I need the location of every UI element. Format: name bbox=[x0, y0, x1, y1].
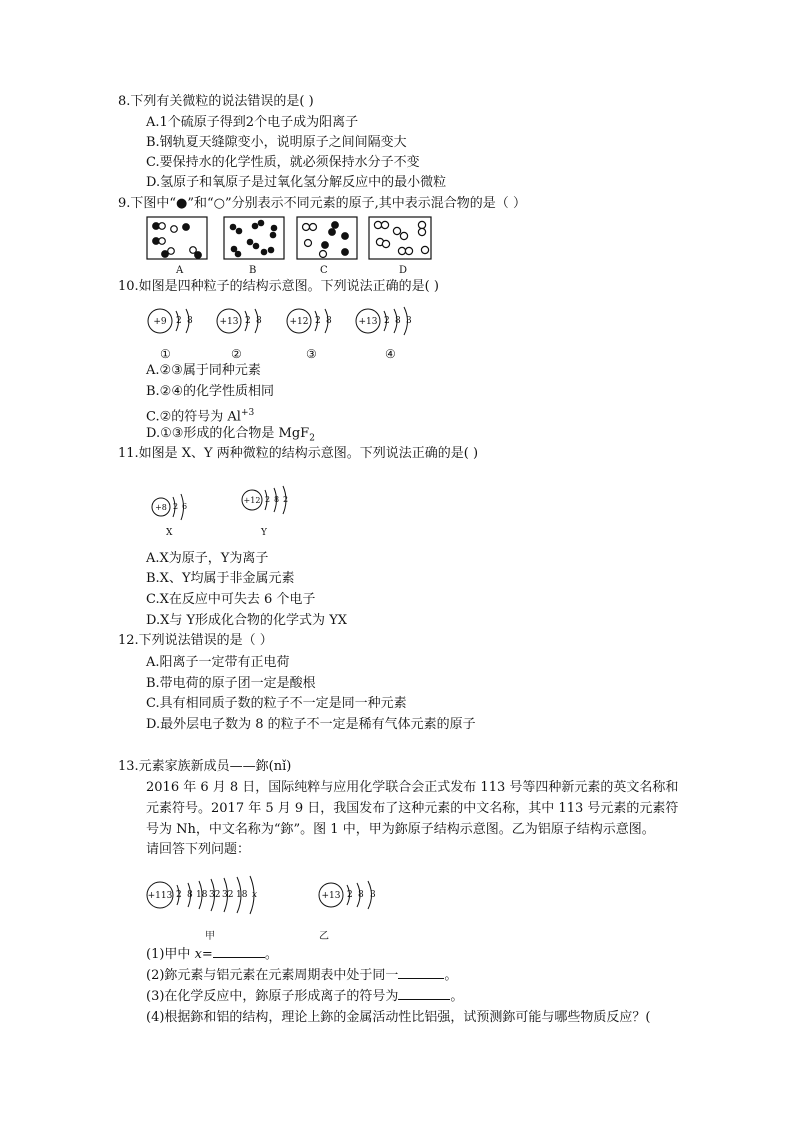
q8-option-c: C.要保持水的化学性质，就必须保持水分子不变 bbox=[146, 155, 420, 170]
q13-para-2: 元素符号。2017 年 5 月 9 日，我国发布了这种元素的中文名称，其中 113 号元素的元素符 bbox=[146, 801, 679, 816]
q12-option-b: B.带电荷的原子团一定是酸根 bbox=[146, 676, 316, 691]
q10-label-4: ④ bbox=[385, 347, 396, 361]
q13-jia-shell-4: 32 bbox=[209, 890, 221, 900]
q10-label-3: ③ bbox=[306, 347, 317, 361]
q11-option-a: A.X为原子，Y为离子 bbox=[146, 551, 269, 566]
q9-label-d: D bbox=[399, 265, 408, 276]
q11-y-shell-3: 2 bbox=[283, 495, 289, 504]
q13-sub2 bbox=[146, 968, 457, 984]
q10-d4-nucleus: +13 bbox=[358, 317, 378, 327]
q13-label-jia: 甲 bbox=[205, 931, 215, 942]
q13-sub2-end: 。 bbox=[444, 968, 458, 983]
q10-d4-shell-3: 3 bbox=[406, 316, 412, 326]
q10-d1-shell-1: 2 bbox=[176, 316, 182, 326]
q13-sub1-eq: = bbox=[201, 947, 213, 962]
q11-y-nucleus: +12 bbox=[243, 496, 261, 505]
q13-title: 13.元素家族新成员——鉨(nǐ) bbox=[118, 759, 292, 774]
q10-d3-shell-2: 8 bbox=[326, 316, 332, 326]
q10-label-1: ① bbox=[160, 347, 171, 361]
q12-option-c: C.具有相同质子数的粒子不一定是同一种元素 bbox=[146, 696, 407, 711]
q11-structure-diagrams bbox=[145, 485, 305, 525]
q11-option-c: C.X在反应中可失去 6 个电子 bbox=[146, 592, 316, 607]
q13-sub3-prefix: (3)在化学反应中，鉨原子形成离子的符号为 bbox=[146, 989, 399, 1004]
q13-jia-shell-7: x bbox=[252, 890, 258, 900]
q10-d2-shell-2: 8 bbox=[256, 316, 262, 326]
q13-sub1-end: 。 bbox=[264, 947, 278, 962]
q13-yi-nucleus: +13 bbox=[321, 891, 341, 901]
q13-sub1-var: x bbox=[194, 947, 202, 962]
q9-label-b: B bbox=[249, 265, 257, 276]
q13-jia-shell-2: 8 bbox=[187, 890, 193, 900]
q13-sub3 bbox=[146, 989, 463, 1005]
q13-jia-nucleus: +113 bbox=[147, 891, 173, 901]
q11-x-nucleus: +8 bbox=[155, 503, 167, 512]
q8-option-a: A.1个硫原子得到2个电子成为阳离子 bbox=[146, 115, 359, 130]
q13-sub1-answer-blank[interactable] bbox=[213, 957, 265, 958]
q13-yi-shell-1: 2 bbox=[347, 890, 353, 900]
q13-sub1 bbox=[146, 947, 278, 963]
q11-option-d: D.X与 Y形成化合物的化学式为 YX bbox=[146, 613, 348, 628]
q8-stem: 8.下列有关微粒的说法错误的是( ) bbox=[118, 94, 314, 109]
q13-sub3-end: 。 bbox=[450, 989, 464, 1004]
q10-d3-nucleus: +12 bbox=[289, 317, 309, 327]
q10-option-d-text: D.①③形成的化合物是 MgF bbox=[146, 426, 310, 441]
q10-d2-nucleus: +13 bbox=[219, 317, 239, 327]
q10-stem: 10.如图是四种粒子的结构示意图。下列说法正确的是( ) bbox=[118, 279, 439, 294]
q10-structure-diagrams bbox=[140, 300, 440, 345]
q13-para-1: 2016 年 6 月 8 日，国际纯粹与应用化学联合会正式发布 113 号等四种新元素的英文名称和 bbox=[146, 780, 679, 795]
q10-option-c bbox=[146, 405, 254, 425]
q10-option-d bbox=[146, 426, 315, 447]
q10-option-d-subscript: 2 bbox=[309, 433, 315, 444]
q11-x-shell-1: 2 bbox=[173, 502, 179, 511]
q13-sub4: (4)根据鉨和铝的结构，理论上鉨的金属活动性比铝强，试预测鉨可能与哪些物质反应？( bbox=[146, 1010, 651, 1025]
q10-option-c-charge: +3 bbox=[240, 408, 255, 418]
q13-sub3-answer-blank[interactable] bbox=[398, 999, 450, 1000]
q12-option-d: D.最外层电子数为 8 的粒子不一定是稀有气体元素的原子 bbox=[146, 717, 476, 732]
q13-label-yi: 乙 bbox=[319, 931, 329, 942]
q13-jia-shell-5: 32 bbox=[222, 890, 234, 900]
q10-option-b: B.②④的化学性质相同 bbox=[146, 384, 274, 399]
q13-jia-shell-6: 18 bbox=[236, 890, 248, 900]
q10-option-c-text: C.②的符号为 Al bbox=[146, 409, 241, 425]
q11-y-shell-1: 2 bbox=[265, 495, 271, 504]
q10-d2-shell-1: 2 bbox=[245, 316, 251, 326]
q10-d4-shell-1: 2 bbox=[384, 316, 390, 326]
q9-particle-boxes bbox=[140, 214, 440, 264]
q10-option-a: A.②③属于同种元素 bbox=[146, 363, 261, 378]
q13-sub2-prefix: (2)鉨元素与铝元素在元素周期表中处于同一 bbox=[146, 968, 399, 983]
q13-jia-shell-3: 18 bbox=[196, 890, 208, 900]
q12-option-a: A.阳离子一定带有正电荷 bbox=[146, 655, 290, 670]
q13-yi-shell-2: 8 bbox=[358, 890, 364, 900]
q11-stem: 11.如图是 X、Y 两种微粒的结构示意图。下列说法正确的是( ) bbox=[118, 446, 479, 461]
q13-structure-diagrams bbox=[140, 875, 400, 920]
q10-d1-shell-2: 8 bbox=[187, 316, 193, 326]
q12-stem: 12.下列说法错误的是（ ） bbox=[118, 633, 273, 648]
q9-label-a: A bbox=[176, 265, 184, 276]
q9-label-c: C bbox=[320, 265, 328, 276]
q13-sub2-answer-blank[interactable] bbox=[398, 978, 444, 979]
q13-yi-shell-3: 3 bbox=[370, 890, 376, 900]
q13-para-4: 请回答下列问题： bbox=[146, 842, 251, 857]
q8-option-b: B.钢轨夏天缝隙变小，说明原子之间间隔变大 bbox=[146, 135, 407, 150]
q13-jia-shell-1: 2 bbox=[176, 890, 182, 900]
q10-d3-shell-1: 2 bbox=[315, 316, 321, 326]
q11-label-y: Y bbox=[261, 528, 267, 538]
q10-d1-nucleus: +9 bbox=[153, 317, 167, 327]
q13-sub1-prefix: (1)甲中 bbox=[146, 947, 195, 962]
q11-label-x: X bbox=[166, 528, 173, 538]
q8-option-d: D.氢原子和氧原子是过氧化氢分解反应中的最小微粒 bbox=[146, 175, 447, 190]
q11-option-b: B.X、Y均属于非金属元素 bbox=[146, 571, 295, 586]
q11-x-shell-2: 6 bbox=[182, 502, 188, 511]
q9-stem: 9.下图中“●”和“○”分别表示不同元素的原子,其中表示混合物的是（ ） bbox=[118, 196, 526, 211]
q10-d4-shell-2: 8 bbox=[395, 316, 401, 326]
q10-label-2: ② bbox=[231, 347, 242, 361]
q13-para-3: 号为 Nh，中文名称为“鉨”。图 1 中，甲为鉨原子结构示意图。乙为铝原子结构示意图。 bbox=[146, 822, 655, 837]
q11-y-shell-2: 8 bbox=[274, 495, 280, 504]
